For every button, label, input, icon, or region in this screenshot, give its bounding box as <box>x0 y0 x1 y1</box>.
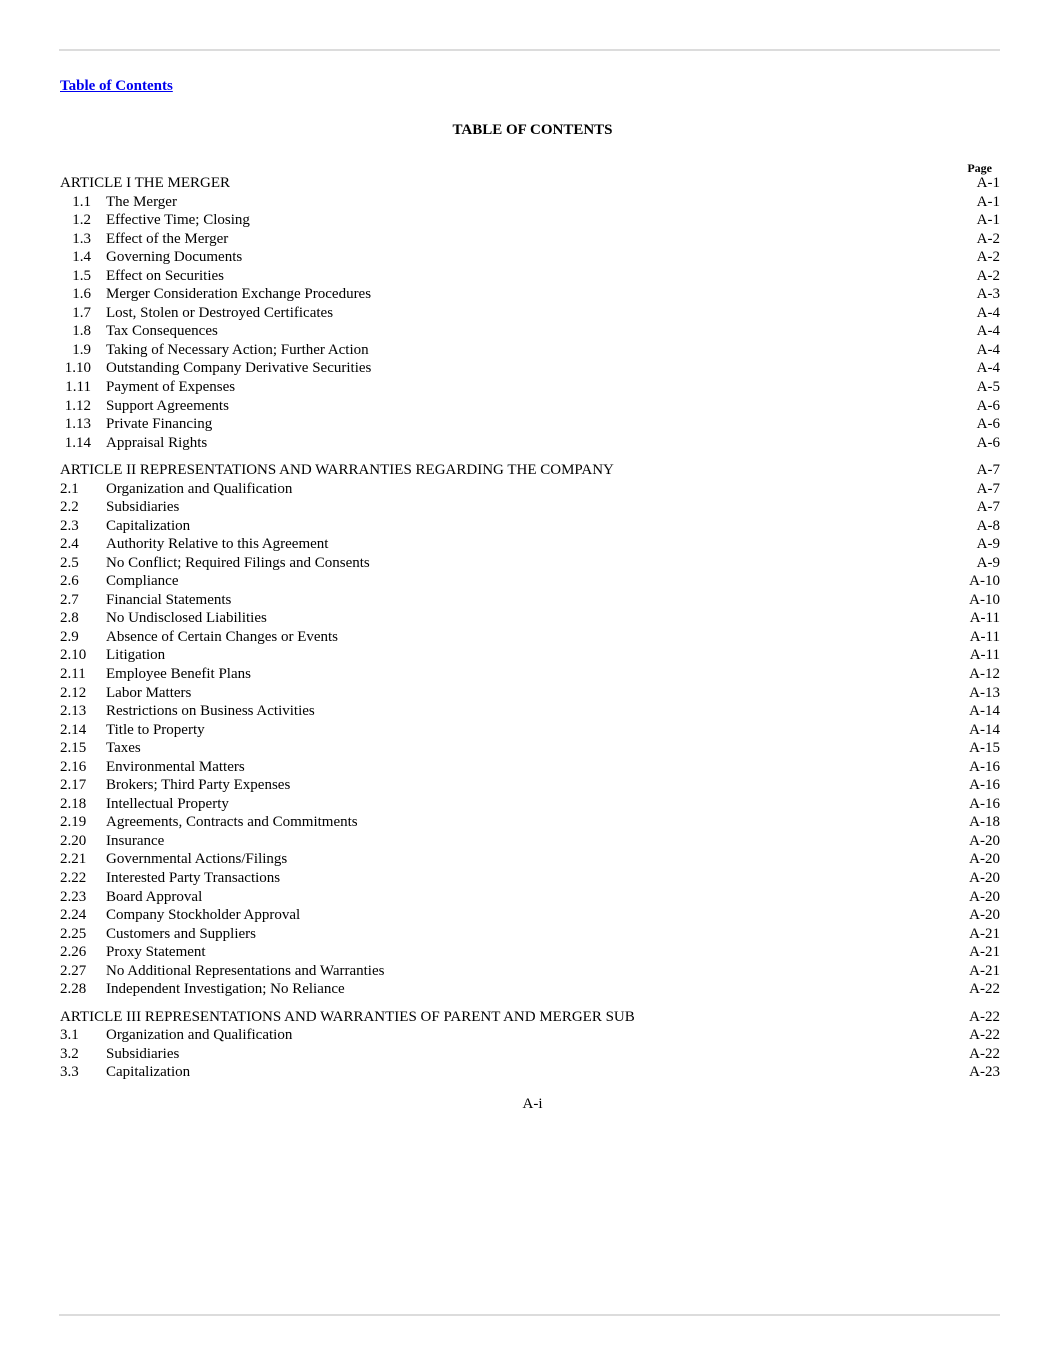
section-page-ref: A-16 <box>969 758 1000 775</box>
toc-entry[interactable] <box>60 888 1000 907</box>
toc-entry[interactable] <box>60 248 1000 267</box>
toc-entry[interactable] <box>60 359 1000 378</box>
toc-entry[interactable] <box>60 304 1000 323</box>
section-number: 1.9 <box>72 341 91 358</box>
section-page-ref: A-15 <box>969 740 1000 757</box>
section-title: Support Agreements <box>106 397 229 414</box>
section-number: 2.25 <box>60 925 87 942</box>
section-number: 3.3 <box>60 1064 79 1081</box>
section-title: Taking of Necessary Action; Further Action <box>106 341 369 358</box>
section-page-ref: A-1 <box>976 212 1000 229</box>
section-number: 2.24 <box>60 907 87 924</box>
toc-entry[interactable] <box>60 535 1000 554</box>
section-title: No Undisclosed Liabilities <box>106 610 267 627</box>
toc-entry[interactable] <box>60 758 1000 777</box>
section-number: 1.3 <box>72 230 91 247</box>
section-number: 2.12 <box>60 684 87 701</box>
article-title: ARTICLE II REPRESENTATIONS AND WARRANTIES REGARDING THE COMPANY <box>60 462 614 478</box>
toc-entry[interactable] <box>60 230 1000 249</box>
toc-entry[interactable] <box>60 480 1000 499</box>
section-title: Governmental Actions/Filings <box>106 851 288 868</box>
section-title: Outstanding Company Derivative Securities <box>106 360 372 377</box>
section-page-ref: A-1 <box>976 193 1000 210</box>
section-number: 1.8 <box>72 323 91 340</box>
toc-entry[interactable] <box>60 646 1000 665</box>
toc-entry[interactable] <box>60 572 1000 591</box>
section-title: Environmental Matters <box>106 758 245 775</box>
section-number: 1.1 <box>72 193 91 210</box>
section-number: 2.11 <box>60 666 86 683</box>
section-number: 2.1 <box>60 480 79 497</box>
section-page-ref: A-14 <box>969 703 1000 720</box>
section-number: 2.21 <box>60 851 87 868</box>
section-number: 3.2 <box>60 1045 79 1062</box>
article-page-ref: A-1 <box>976 175 1000 191</box>
section-number: 2.27 <box>60 962 87 979</box>
section-title: Tax Consequences <box>106 323 218 340</box>
section-number: 2.28 <box>60 981 87 998</box>
section-number: 2.17 <box>60 777 87 794</box>
section-page-ref: A-14 <box>969 721 1000 738</box>
toc-entry[interactable] <box>60 322 1000 341</box>
section-number: 2.3 <box>60 517 79 534</box>
section-number: 1.4 <box>72 249 91 266</box>
section-page-ref: A-8 <box>976 517 1000 534</box>
section-title: Agreements, Contracts and Commitments <box>106 814 358 831</box>
section-title: Merger Consideration Exchange Procedures <box>106 286 372 303</box>
section-page-ref: A-21 <box>969 962 1000 979</box>
page-title: TABLE OF CONTENTS <box>452 122 613 138</box>
toc-article-section <box>60 1008 1000 1082</box>
section-page-ref: A-6 <box>976 416 1000 433</box>
section-number: 2.4 <box>60 536 79 553</box>
toc-entry[interactable] <box>60 739 1000 758</box>
section-title: Lost, Stolen or Destroyed Certificates <box>106 304 334 321</box>
toc-article-heading[interactable] <box>60 1008 1000 1027</box>
section-number: 2.19 <box>60 814 87 831</box>
section-title: Organization and Qualification <box>106 480 293 497</box>
section-title: Taxes <box>106 740 141 757</box>
toc-entry[interactable] <box>60 397 1000 416</box>
section-number: 2.2 <box>60 499 79 516</box>
section-page-ref: A-12 <box>969 666 1000 683</box>
section-title: Effect on Securities <box>106 267 225 284</box>
toc-entry[interactable] <box>60 665 1000 684</box>
section-title: Title to Property <box>106 721 205 738</box>
top-divider <box>59 49 1000 51</box>
toc-entry[interactable] <box>60 341 1000 360</box>
section-title: Effective Time; Closing <box>106 212 250 229</box>
section-page-ref: A-18 <box>969 814 1000 831</box>
section-number: 2.16 <box>60 758 87 775</box>
section-page-ref: A-22 <box>969 981 1000 998</box>
toc-article-heading[interactable] <box>60 461 1000 480</box>
toc-entry[interactable] <box>60 813 1000 832</box>
section-title: Authority Relative to this Agreement <box>106 536 329 553</box>
section-page-ref: A-7 <box>976 499 1000 516</box>
section-title: Subsidiaries <box>106 1045 180 1062</box>
article-title: ARTICLE III REPRESENTATIONS AND WARRANTIES OF PARENT AND MERGER SUB <box>60 1008 635 1025</box>
table-of-contents-link[interactable]: Table of Contents <box>60 78 173 94</box>
section-number: 2.6 <box>60 573 79 590</box>
section-title: Board Approval <box>106 888 203 905</box>
article-page-ref: A-22 <box>969 1008 1000 1025</box>
section-title: No Conflict; Required Filings and Consents <box>106 554 370 571</box>
section-number: 1.10 <box>64 360 91 377</box>
section-number: 2.22 <box>60 870 87 887</box>
toc-entry[interactable] <box>60 267 1000 286</box>
toc-article-heading[interactable] <box>60 174 1000 193</box>
section-page-ref: A-6 <box>976 434 1000 451</box>
section-number: 1.14 <box>64 434 91 451</box>
toc-entry[interactable] <box>60 517 1000 536</box>
section-title: Independent Investigation; No Reliance <box>106 981 345 998</box>
section-title: Customers and Suppliers <box>106 925 256 942</box>
section-page-ref: A-21 <box>969 944 1000 961</box>
section-page-ref: A-20 <box>969 907 1000 924</box>
section-title: Payment of Expenses <box>106 379 236 396</box>
toc-entry[interactable] <box>60 684 1000 703</box>
toc-entry[interactable] <box>60 1063 1000 1082</box>
section-page-ref: A-4 <box>976 323 1000 340</box>
toc-entry[interactable] <box>60 628 1000 647</box>
toc-article-section <box>60 461 1000 999</box>
section-number: 3.1 <box>60 1027 79 1044</box>
toc-entry[interactable] <box>60 434 1000 453</box>
toc-entry[interactable] <box>60 702 1000 721</box>
section-page-ref: A-9 <box>976 554 1000 571</box>
page-number-footer: A-i <box>522 1096 543 1112</box>
toc-entry[interactable] <box>60 1026 1000 1045</box>
section-page-ref: A-20 <box>969 888 1000 905</box>
section-title: Appraisal Rights <box>106 434 208 451</box>
section-page-ref: A-23 <box>969 1064 1000 1081</box>
section-page-ref: A-20 <box>969 832 1000 849</box>
article-title: ARTICLE I THE MERGER <box>60 175 231 191</box>
section-page-ref: A-10 <box>969 591 1000 608</box>
section-title: Effect of the Merger <box>106 230 229 247</box>
article-page-ref: A-7 <box>976 462 1000 478</box>
section-title: Capitalization <box>106 517 191 534</box>
section-title: Absence of Certain Changes or Events <box>106 628 339 645</box>
section-page-ref: A-2 <box>976 230 1000 247</box>
section-title: Employee Benefit Plans <box>106 666 251 683</box>
section-number: 2.13 <box>60 703 87 720</box>
toc-entry[interactable] <box>60 193 1000 212</box>
toc-entry[interactable] <box>60 721 1000 740</box>
section-number: 2.15 <box>60 740 87 757</box>
section-page-ref: A-5 <box>976 379 1000 396</box>
toc-entry[interactable] <box>60 591 1000 610</box>
toc-entry[interactable] <box>60 795 1000 814</box>
section-number: 2.9 <box>60 628 79 645</box>
toc-entry[interactable] <box>60 378 1000 397</box>
page-column-label: Page <box>967 161 992 175</box>
section-page-ref: A-11 <box>969 610 1000 627</box>
section-page-ref: A-9 <box>976 536 1000 553</box>
toc-article-section <box>60 174 1000 452</box>
section-number: 2.23 <box>60 888 87 905</box>
section-page-ref: A-16 <box>969 777 1000 794</box>
section-page-ref: A-20 <box>969 851 1000 868</box>
section-title: Brokers; Third Party Expenses <box>106 777 291 794</box>
section-number: 1.7 <box>72 304 91 321</box>
bottom-divider <box>59 1314 1000 1316</box>
section-number: 2.5 <box>60 554 79 571</box>
toc-entry[interactable] <box>60 850 1000 869</box>
section-number: 2.8 <box>60 610 79 627</box>
section-page-ref: A-20 <box>969 870 1000 887</box>
toc-entry[interactable] <box>60 980 1000 999</box>
section-title: The Merger <box>106 193 177 210</box>
section-page-ref: A-4 <box>976 341 1000 358</box>
section-page-ref: A-10 <box>969 573 1000 590</box>
section-title: Litigation <box>106 647 166 664</box>
toc-entry[interactable] <box>60 415 1000 434</box>
section-page-ref: A-16 <box>969 795 1000 812</box>
section-page-ref: A-21 <box>969 925 1000 942</box>
section-page-ref: A-4 <box>976 304 1000 321</box>
section-number: 2.20 <box>60 832 87 849</box>
section-page-ref: A-6 <box>976 397 1000 414</box>
section-title: Governing Documents <box>106 249 243 266</box>
section-title: Proxy Statement <box>106 944 206 961</box>
section-title: Company Stockholder Approval <box>106 907 301 924</box>
section-number: 2.14 <box>60 721 87 738</box>
section-number: 1.11 <box>65 379 91 396</box>
section-title: Restrictions on Business Activities <box>106 703 315 720</box>
section-number: 1.5 <box>72 267 91 284</box>
section-title: Organization and Qualification <box>106 1027 293 1044</box>
section-number: 1.12 <box>64 397 91 414</box>
section-page-ref: A-22 <box>969 1027 1000 1044</box>
toc-entry[interactable] <box>60 211 1000 230</box>
toc-entry[interactable] <box>60 962 1000 981</box>
section-page-ref: A-7 <box>976 480 1000 497</box>
toc-entry[interactable] <box>60 925 1000 944</box>
toc-entry[interactable] <box>60 285 1000 304</box>
section-title: Compliance <box>106 573 179 590</box>
section-number: 2.10 <box>60 647 87 664</box>
section-title: Capitalization <box>106 1064 191 1081</box>
section-title: Private Financing <box>106 416 213 433</box>
section-number: 1.2 <box>72 212 91 229</box>
section-title: No Additional Representations and Warranties <box>106 962 385 979</box>
toc-entry[interactable] <box>60 609 1000 628</box>
section-page-ref: A-2 <box>976 267 1000 284</box>
section-page-ref: A-13 <box>969 684 1000 701</box>
toc-entry[interactable] <box>60 776 1000 795</box>
section-page-ref: A-2 <box>976 249 1000 266</box>
toc-entry[interactable] <box>60 832 1000 851</box>
section-title: Labor Matters <box>106 684 192 701</box>
toc-entry[interactable] <box>60 1045 1000 1064</box>
section-title: Insurance <box>106 832 165 849</box>
section-number: 2.18 <box>60 795 87 812</box>
section-number: 2.26 <box>60 944 87 961</box>
toc-entry[interactable] <box>60 906 1000 925</box>
toc-entry[interactable] <box>60 554 1000 573</box>
section-title: Financial Statements <box>106 591 232 608</box>
toc-entry[interactable] <box>60 869 1000 888</box>
toc-entry[interactable] <box>60 943 1000 962</box>
section-page-ref: A-3 <box>976 286 1000 303</box>
section-title: Interested Party Transactions <box>106 870 281 887</box>
section-number: 1.13 <box>64 416 91 433</box>
section-page-ref: A-4 <box>976 360 1000 377</box>
section-title: Intellectual Property <box>106 795 229 812</box>
toc-entry[interactable] <box>60 498 1000 517</box>
section-number: 2.7 <box>60 591 79 608</box>
section-page-ref: A-22 <box>969 1045 1000 1062</box>
section-page-ref: A-11 <box>969 628 1000 645</box>
section-page-ref: A-11 <box>969 647 1000 664</box>
section-number: 1.6 <box>72 286 91 303</box>
section-title: Subsidiaries <box>106 499 180 516</box>
toc-list <box>60 174 1000 1082</box>
